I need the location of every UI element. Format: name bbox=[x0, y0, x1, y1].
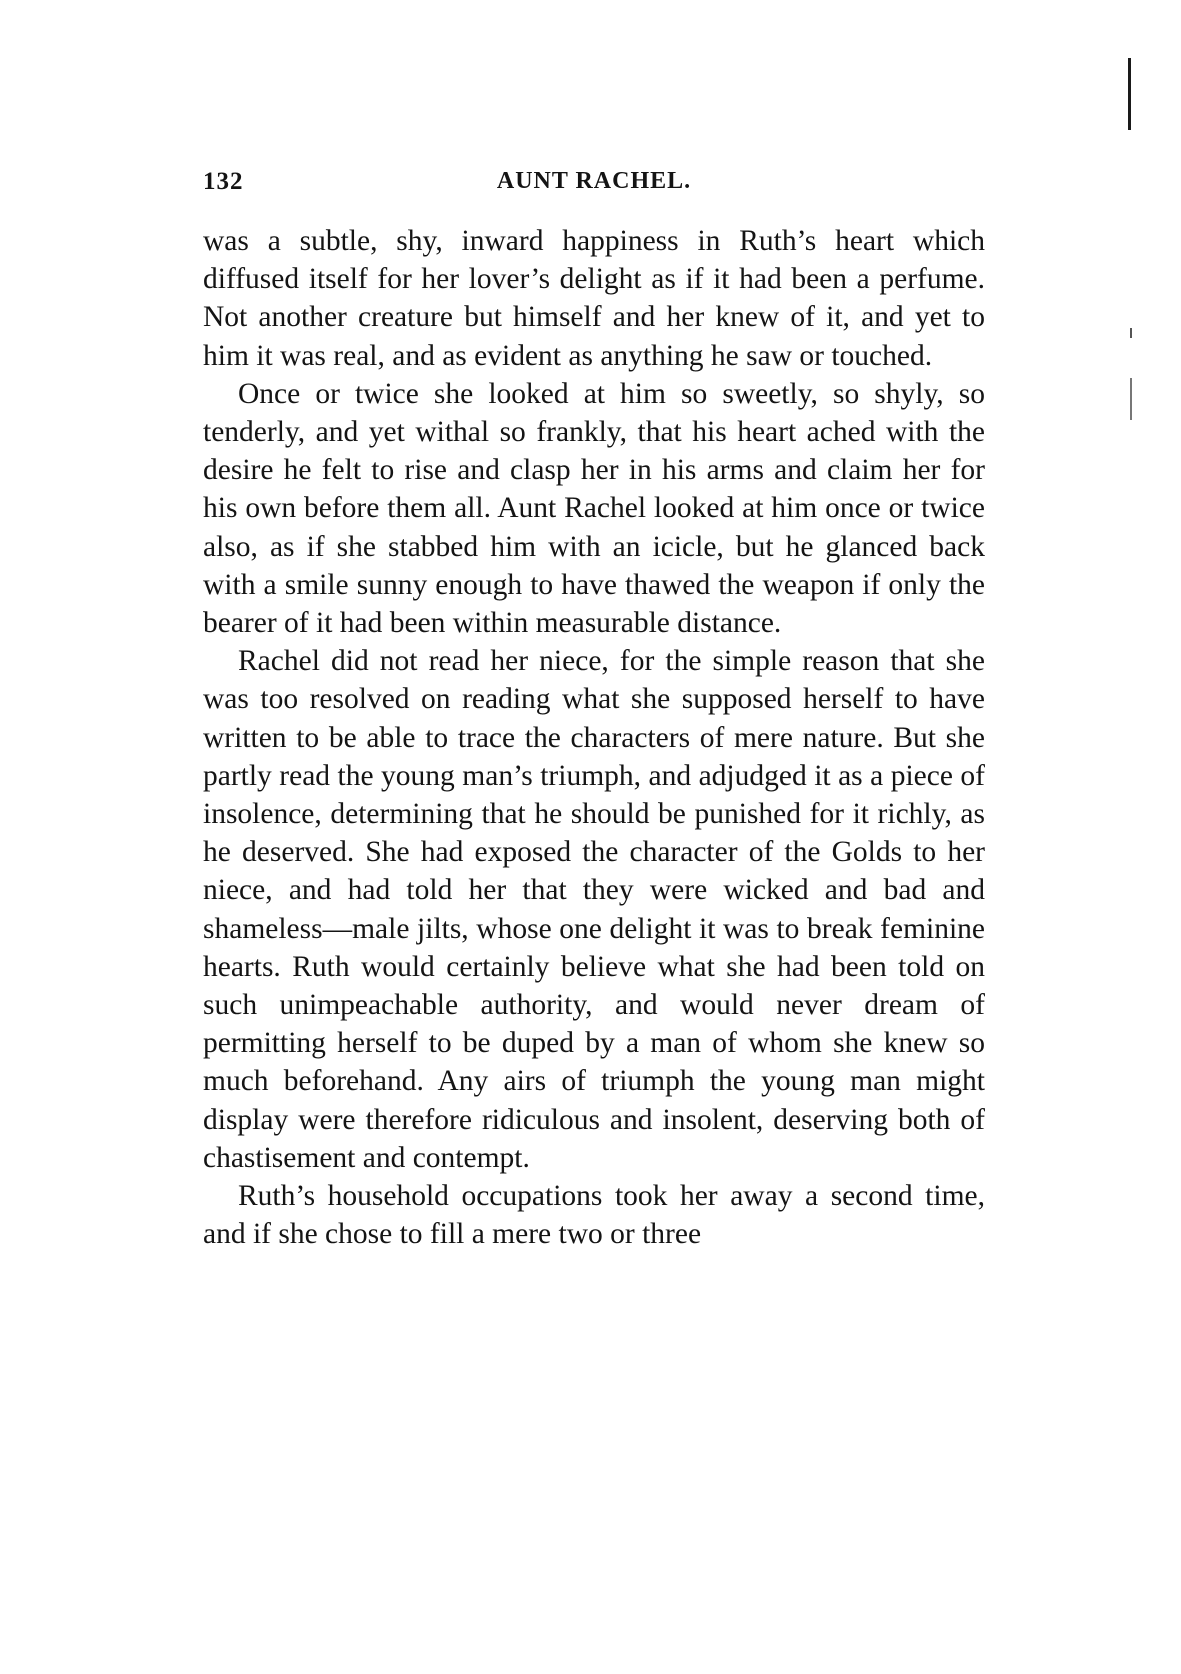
margin-mark bbox=[1130, 328, 1132, 338]
paragraph: Rachel did not read her niece, for the simple reason that she was too resolved on reading what she supposed herself to have written to be able to trace the characters of mere nature. But she partly read the young man’s triumph, and adjudged it as a piece of insolence, determining that he should be punished for it richly, as he deserved. She had exposed the character of the Golds to her niece, and had told her that they were wicked and bad and shameless—male jilts, whose one delight it was to break feminine hearts. Ruth would certainly believe what she had been told on such unimpeachable authority, and would never dream of permitting herself to be duped by a man of whom she knew so much beforehand. Any airs of triumph the young man might display were therefore ridiculous and insolent, deserving both of chastisement and contempt. bbox=[203, 645, 985, 1174]
paragraph: Ruth’s household occupations took her away a second time, and if she chose to fill a mere two or three bbox=[203, 1180, 985, 1251]
margin-mark bbox=[1130, 378, 1132, 420]
page-number: 132 bbox=[203, 168, 244, 195]
page-header bbox=[203, 168, 985, 204]
paragraph: was a subtle, shy, inward happiness in Ruth’s heart which diffused itself for her lover’s delight as if it had been a perfume. Not another creature but himself and her knew of it, and yet to him it was real, and as evident as anything he saw or touched. bbox=[203, 225, 985, 372]
margin-rule bbox=[1128, 58, 1131, 130]
body-text bbox=[203, 222, 985, 1253]
running-head: AUNT RACHEL. bbox=[496, 168, 692, 194]
paragraph: Once or twice she looked at him so sweetly, so shyly, so tenderly, and yet withal so frankly, that his heart ached with the desire he felt to rise and clasp her in his arms and claim her for his own before them all. Aunt Rachel looked at him once or twice also, as if she stabbed him with an icicle, but he glanced back with a smile sunny enough to have thawed the weapon if only the bearer of it had been within measurable distance. bbox=[203, 377, 985, 640]
